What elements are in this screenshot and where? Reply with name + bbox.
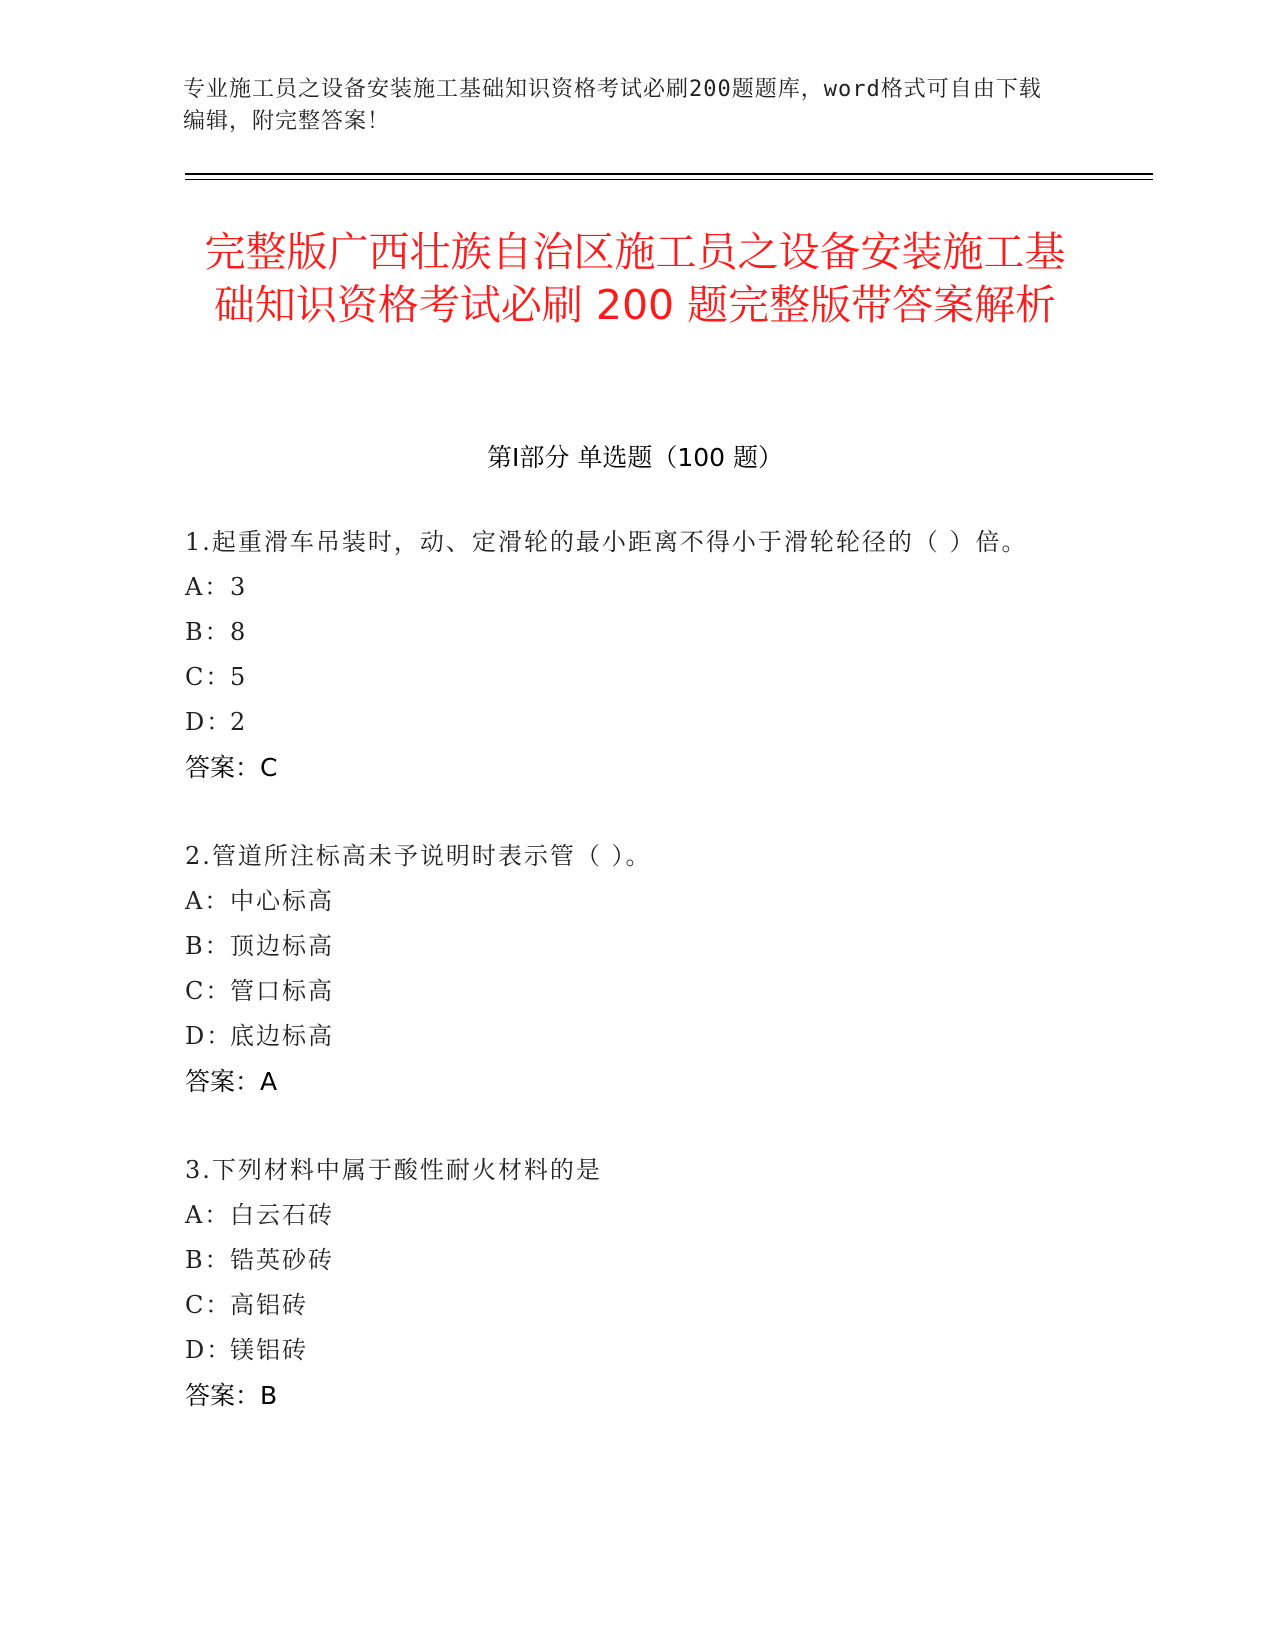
option-key: A： bbox=[185, 573, 231, 601]
option-key: A： bbox=[185, 887, 231, 915]
option-text: 底边标高 bbox=[230, 1022, 334, 1050]
option-b bbox=[185, 924, 1085, 969]
option-text: 顶边标高 bbox=[230, 932, 334, 960]
option-key: C： bbox=[185, 1291, 232, 1319]
option-d bbox=[185, 700, 1085, 745]
answer: 答案：C bbox=[185, 753, 278, 782]
option-b bbox=[185, 610, 1085, 655]
option-d bbox=[185, 1014, 1085, 1059]
option-text: 3 bbox=[230, 573, 248, 601]
question-1 bbox=[185, 520, 1085, 790]
section-title: 第Ⅰ部分 单选题（100 题） bbox=[487, 443, 783, 472]
answer: 答案：B bbox=[185, 1381, 278, 1410]
header-divider-thin bbox=[185, 179, 1153, 180]
option-text: 5 bbox=[230, 663, 248, 691]
option-text: 管口标高 bbox=[230, 977, 334, 1005]
option-a bbox=[185, 1193, 1085, 1238]
option-key: D： bbox=[185, 708, 233, 736]
option-text: 锆英砂砖 bbox=[230, 1246, 334, 1274]
option-c bbox=[185, 969, 1085, 1014]
option-b bbox=[185, 1238, 1085, 1283]
option-text: 2 bbox=[230, 708, 248, 736]
option-c bbox=[185, 1283, 1085, 1328]
header-note: 专业施工员之设备安装施工基础知识资格考试必刷200题题库，word格式可自由下载编辑，附完整答案！ bbox=[183, 77, 1042, 134]
option-text: 白云石砖 bbox=[230, 1201, 334, 1229]
option-text: 镁铝砖 bbox=[230, 1336, 308, 1364]
option-d bbox=[185, 1328, 1085, 1373]
option-a bbox=[185, 879, 1085, 924]
document-title: 完整版广西壮族自治区施工员之设备安装施工基础知识资格考试必刷 200 题完整版带答案解析 bbox=[204, 228, 1066, 329]
option-key: D： bbox=[185, 1022, 233, 1050]
option-text: 中心标高 bbox=[230, 887, 334, 915]
question-list bbox=[185, 520, 1085, 1462]
question-stem: 2.管道所注标高未予说明时表示管（ ）。 bbox=[185, 842, 652, 870]
question-stem: 1.起重滑车吊装时，动、定滑轮的最小距离不得小于滑轮轮径的（ ）倍。 bbox=[185, 528, 1028, 556]
question-stem: 3.下列材料中属于酸性耐火材料的是 bbox=[185, 1156, 602, 1184]
option-key: D： bbox=[185, 1336, 233, 1364]
option-key: B： bbox=[185, 932, 231, 960]
answer: 答案：A bbox=[185, 1067, 278, 1096]
option-c bbox=[185, 655, 1085, 700]
option-a bbox=[185, 565, 1085, 610]
option-key: A： bbox=[185, 1201, 231, 1229]
option-key: B： bbox=[185, 1246, 231, 1274]
question-3 bbox=[185, 1148, 1085, 1418]
option-key: B： bbox=[185, 618, 231, 646]
option-text: 8 bbox=[230, 618, 248, 646]
question-2 bbox=[185, 834, 1085, 1104]
option-text: 高铝砖 bbox=[230, 1291, 308, 1319]
header-divider-thick bbox=[185, 173, 1153, 175]
option-key: C： bbox=[185, 663, 232, 691]
option-key: C： bbox=[185, 977, 232, 1005]
